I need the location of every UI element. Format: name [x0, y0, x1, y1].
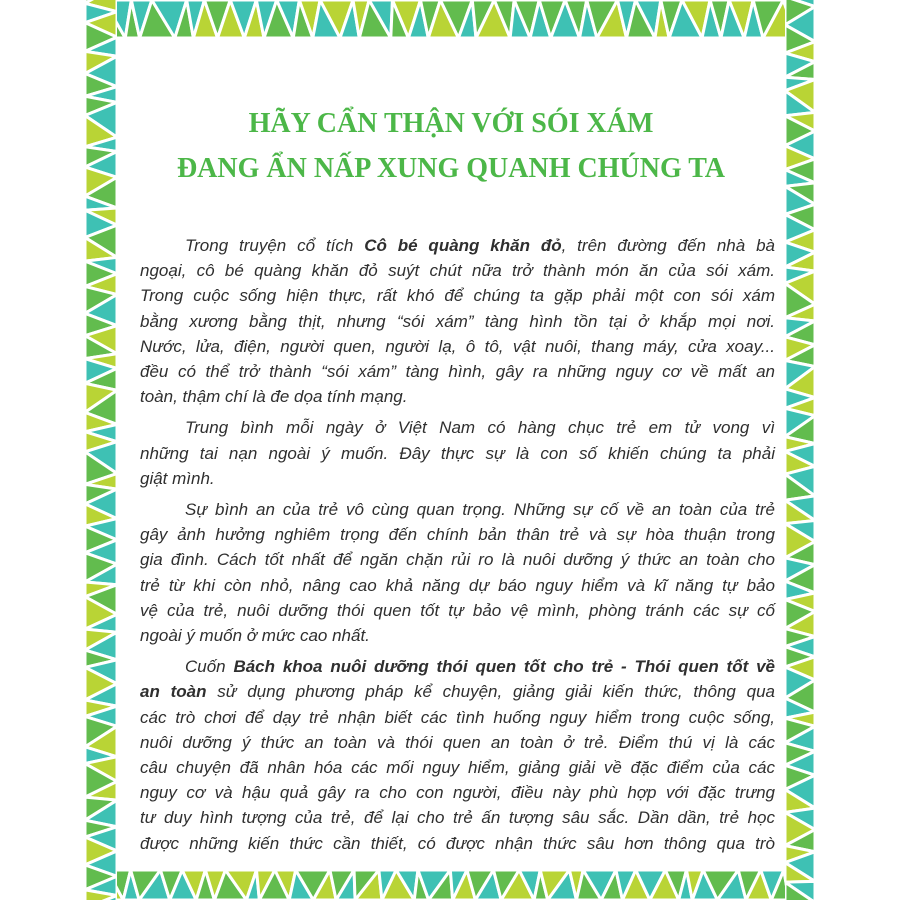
paragraph-line: [140, 705, 775, 730]
paragraph: [140, 233, 775, 409]
text-run: Nước, lửa, điện, người quen, người lạ, ô tô, vật nuôi, thang máy, cửa xoay...: [140, 336, 775, 356]
text-run: những tai nạn ngoài ý muốn. Đây thực sự là con số khiến chúng ta phải: [140, 443, 775, 463]
paragraph-line: [140, 573, 775, 598]
paragraph-line: [140, 466, 775, 491]
paragraph: [140, 415, 775, 491]
border-tile: [832, 0, 852, 38]
text-run: toàn, thậm chí là đe dọa tính mạng.: [140, 387, 408, 407]
paragraph: [140, 497, 775, 648]
border-tile: [846, 0, 864, 38]
paragraph-line: [140, 309, 775, 334]
text-run: Trung bình mỗi ngày ở Việt Nam có hàng chục trẻ em tử vong vì: [185, 418, 775, 438]
text-run: câu chuyện đã nhân hóa các mối nguy hiểm, giảng giải về đặc điểm của các: [140, 758, 775, 778]
border-band: [785, 0, 815, 900]
paragraph-line: [140, 384, 775, 409]
border-tile: [814, 870, 846, 900]
page-title-line-1: HÃY CẨN THẬN VỚI SÓI XÁM: [248, 108, 654, 139]
text-run: giật mình.: [140, 468, 215, 488]
paragraph-line: [140, 359, 775, 384]
paragraph-line: [140, 623, 775, 648]
text-run: được những kiến thức cần thiết, có được nhận thức sâu hơn thông qua trò: [140, 833, 775, 853]
bold-text: an toàn: [140, 682, 207, 702]
text-run: ngoài ý muốn ở mức cao nhất.: [140, 626, 370, 646]
border-band: [59, 870, 863, 900]
paragraph-line: [140, 415, 775, 440]
border-tile: [846, 870, 864, 900]
paragraph-line: [140, 755, 775, 780]
border-tile: [58, 0, 86, 38]
paragraph-line: [140, 547, 775, 572]
paragraph-line: [140, 654, 775, 679]
border-band: [58, 0, 864, 38]
text-run: Sự bình an của trẻ vô cùng quan trọng. Những sự cố về an toàn của trẻ: [185, 500, 775, 520]
paragraph-line: [140, 831, 775, 856]
text-run: trẻ từ khi còn nhỏ, nâng cao khả năng dự báo nguy hiểm và kĩ năng tự bảo: [140, 575, 775, 595]
border-band: [85, 0, 117, 900]
text-run: các trò chơi để dạy trẻ nhận biết các tình huống nguy hiểm trong cuộc sống,: [140, 707, 775, 727]
paragraph: [140, 654, 775, 856]
text-run: Trong cuộc sống hiện thực, rất khó để chúng ta gặp phải một con sói xám: [140, 286, 775, 306]
paragraph-line: [140, 233, 775, 258]
text-run: , trên đường đến nhà bà: [561, 236, 775, 255]
paragraph-line: [140, 441, 775, 466]
bold-text: Cô bé quàng khăn đỏ: [364, 236, 562, 255]
paragraph-line: [140, 679, 775, 704]
paragraph-line: [140, 258, 775, 283]
text-run: đều có thể trở thành “sói xám” tàng hình, gây ra những nguy cơ về mất an: [140, 362, 775, 382]
paragraph-line: [140, 283, 775, 308]
text-run: bằng xương bằng thịt, nhưng “sói xám” tàng hình tồn tại ở khắp mọi nơi.: [140, 311, 775, 331]
paragraph-line: [140, 598, 775, 623]
paragraph-line: [140, 805, 775, 830]
text-run: Trong truyện cổ tích: [185, 236, 365, 255]
text-run: gây ảnh hưởng nghiêm trọng đến chính bản thân trẻ và sự hòa thuận trong: [140, 525, 775, 545]
body-text: [140, 233, 775, 862]
text-run: nguy cơ và hậu quả gây ra cho con người, điều này phù hợp với đặc trưng: [140, 783, 775, 803]
paragraph-line: [140, 730, 775, 755]
border-tile: [59, 870, 84, 900]
paragraph-line: [140, 497, 775, 522]
bold-text: Bách khoa nuôi dưỡng thói quen tốt cho trẻ - Thói quen tốt về: [233, 657, 775, 677]
text-run: gia đình. Cách tốt nhất để ngăn chặn rủi ro là nuôi dưỡng ý thức an toàn cho: [140, 550, 775, 570]
text-run: nuôi dưỡng ý thức an toàn và thói quen an toàn ở trẻ. Điểm thú vị là các: [140, 732, 775, 752]
text-run: Cuốn: [185, 657, 234, 677]
page-title-line-2: ĐANG ẨN NẤP XUNG QUANH CHÚNG TA: [176, 153, 726, 184]
paragraph-line: [140, 334, 775, 359]
text-run: ngoại, cô bé quàng khăn đỏ suýt chút nữa trở thành món ăn của sói xám.: [140, 261, 775, 281]
paragraph-line: [140, 780, 775, 805]
text-run: vệ của trẻ, nuôi dưỡng thói quen tốt tự bảo vệ mình, phòng tránh các sự cố: [140, 600, 775, 620]
text-run: sử dụng phương pháp kể chuyện, giảng giải kiến thức, thông qua: [206, 682, 775, 702]
text-run: tư duy hình tượng của trẻ, để lại cho trẻ ấn tượng sâu sắc. Dần dần, trẻ học: [140, 808, 775, 828]
paragraph-line: [140, 522, 775, 547]
border-tile: [824, 870, 854, 900]
border-tile: [818, 0, 846, 38]
